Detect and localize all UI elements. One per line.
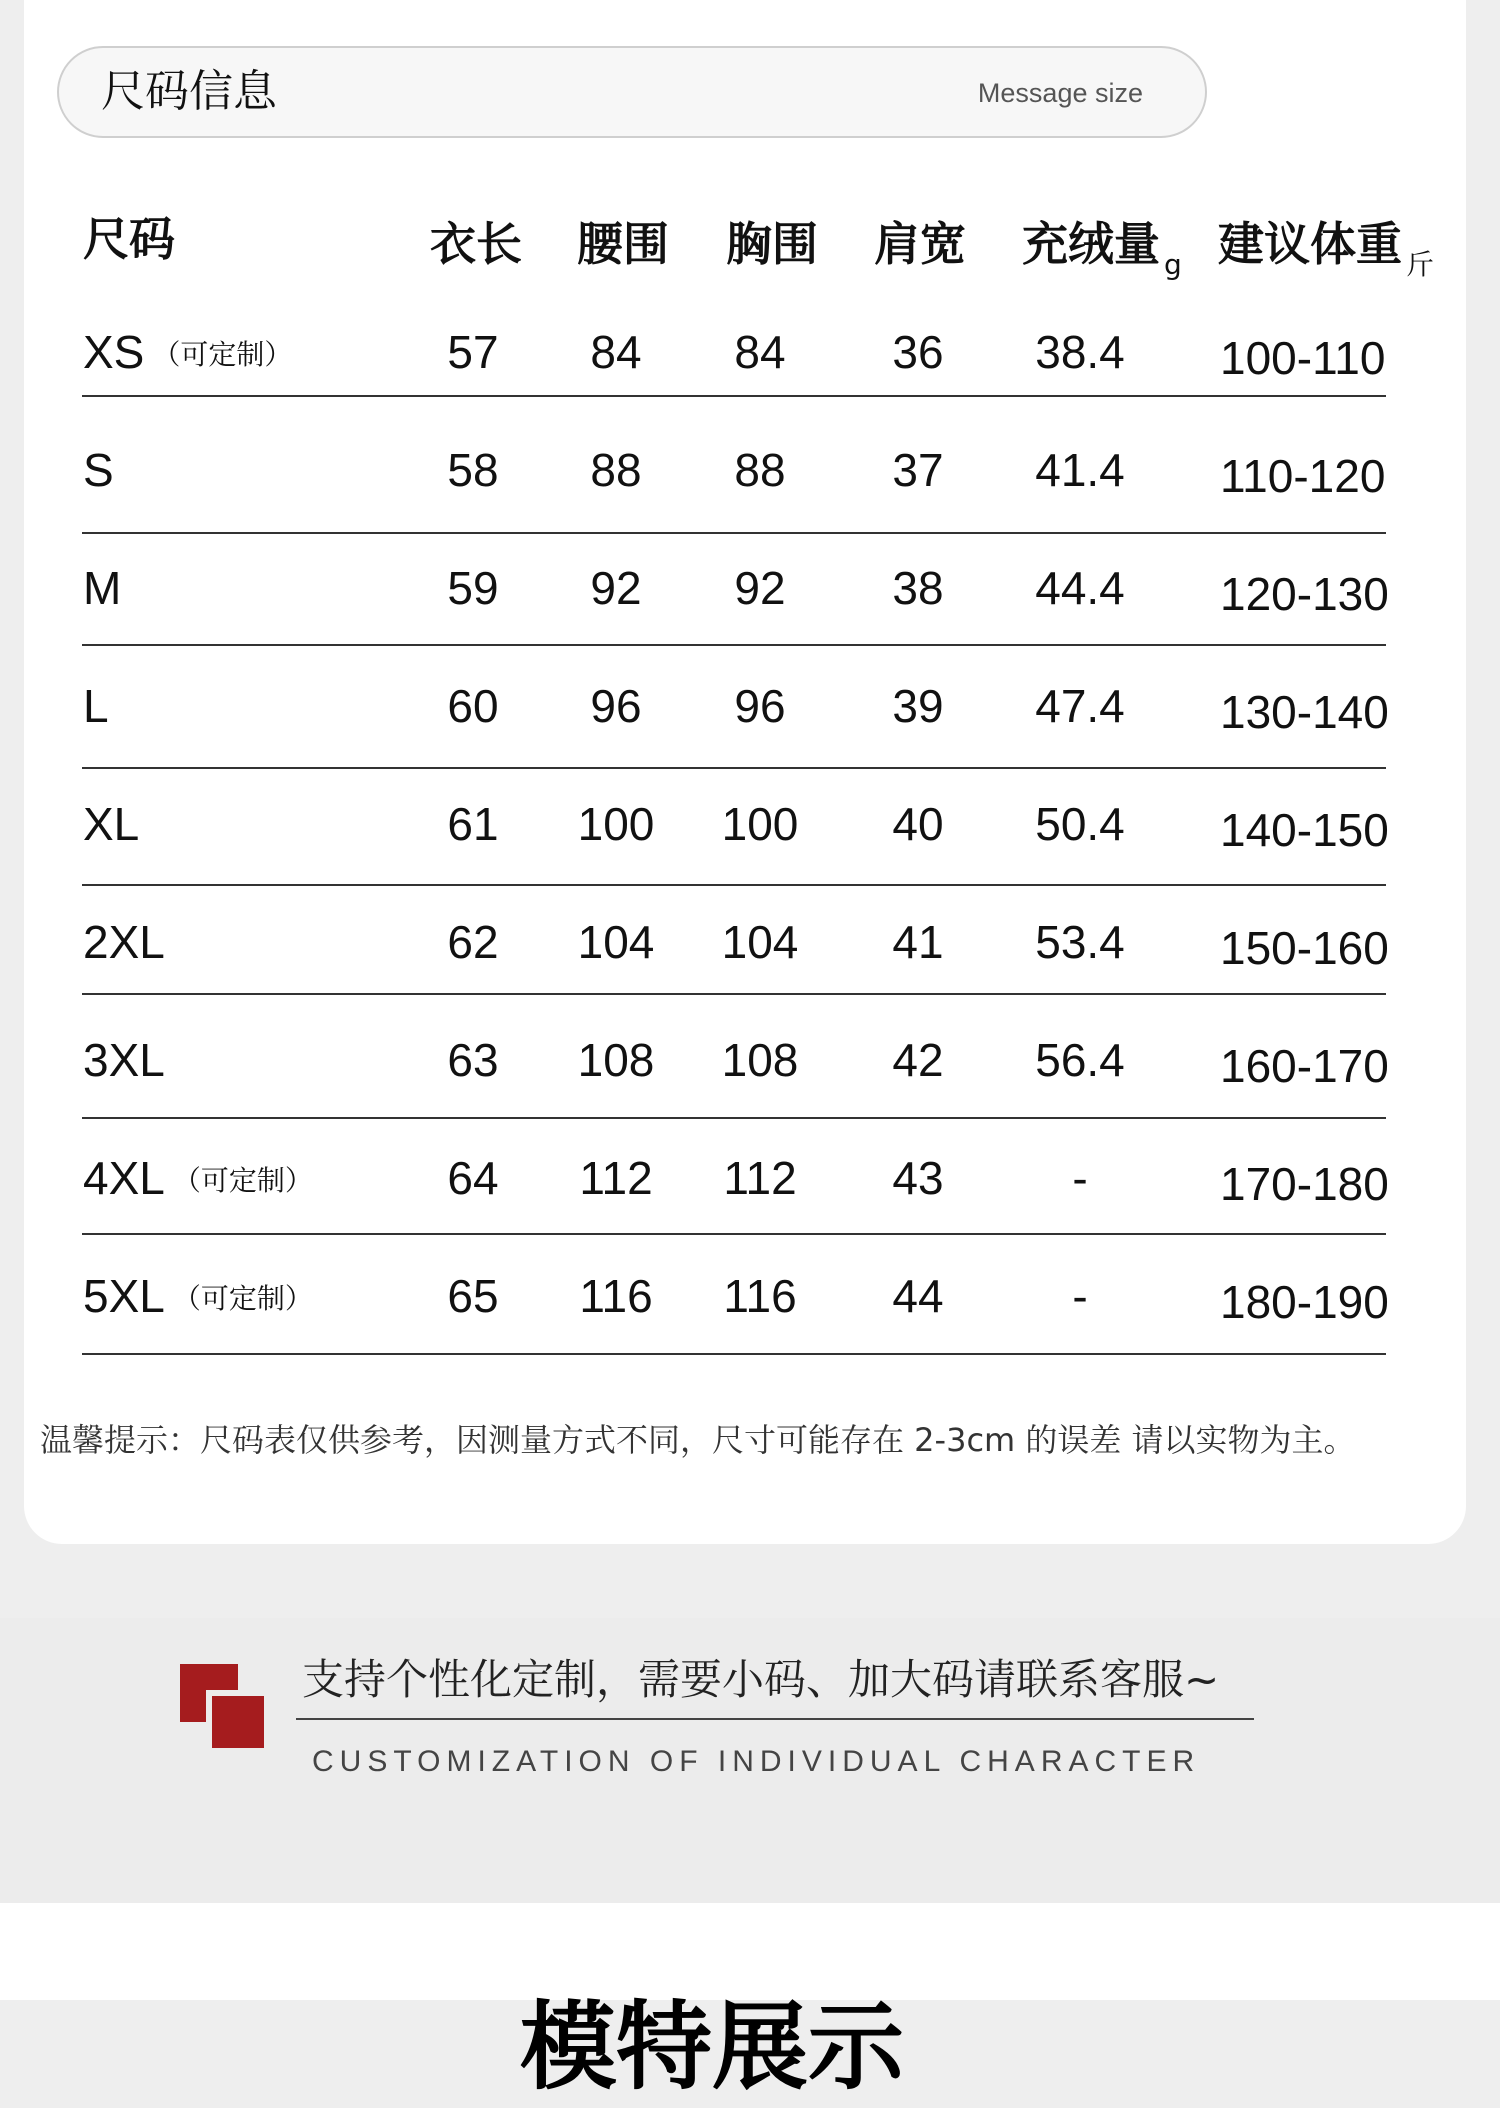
waist-cell: 104	[577, 916, 655, 968]
length-cell: 63	[447, 1034, 499, 1086]
length-cell: 57	[447, 326, 499, 378]
table-row	[0, 676, 1500, 736]
fill-cell: 50.4	[1035, 798, 1125, 850]
row-divider	[82, 1117, 1386, 1119]
table-row	[0, 558, 1500, 618]
row-divider	[82, 395, 1386, 397]
header-waist: 腰围	[577, 217, 669, 271]
fill-cell: 47.4	[1035, 680, 1125, 732]
fill-cell: 38.4	[1035, 326, 1125, 378]
header-weight-unit: 斤	[1406, 248, 1435, 281]
shoulder-cell: 37	[892, 444, 944, 496]
chest-cell: 104	[721, 916, 799, 968]
row-divider	[82, 993, 1386, 995]
chest-cell: 84	[734, 326, 786, 378]
row-divider	[82, 884, 1386, 886]
size-label	[83, 558, 121, 618]
length-cell: 58	[447, 444, 499, 496]
next-section-title: 模特展示	[520, 1991, 904, 2103]
fill-cell: 44.4	[1035, 562, 1125, 614]
header-fill	[1022, 215, 1182, 280]
table-row	[0, 440, 1500, 500]
shoulder-cell: 42	[892, 1034, 944, 1086]
row-divider	[82, 1353, 1386, 1355]
header-fill-label: 充绒量	[1022, 217, 1160, 271]
shoulder-cell: 44	[892, 1270, 944, 1322]
header-weight	[1218, 215, 1434, 280]
chest-cell: 100	[721, 798, 799, 850]
shoulder-cell: 39	[892, 680, 944, 732]
size-value: XS	[83, 326, 145, 378]
length-cell: 59	[447, 562, 499, 614]
size-value: S	[83, 444, 114, 496]
length-cell: 60	[447, 680, 499, 732]
waist-cell: 92	[590, 562, 642, 614]
size-label	[83, 912, 165, 972]
fill-cell: 53.4	[1035, 916, 1125, 968]
waist-cell: 112	[579, 1152, 653, 1204]
chest-cell: 112	[723, 1152, 797, 1204]
customizable-note: （可定制）	[172, 1164, 313, 1197]
chest-cell: 88	[734, 444, 786, 496]
fill-cell: 41.4	[1035, 444, 1125, 496]
header-size: 尺码	[83, 212, 175, 266]
size-label	[83, 322, 292, 389]
chest-cell: 108	[721, 1034, 799, 1086]
tip-text: 温馨提示：尺码表仅供参考，因测量方式不同，尺寸可能存在 2-3cm 的误差 请以实物为主。	[40, 1421, 1356, 1459]
customization-text: 支持个性化定制，需要小码、加大码请联系客服~	[302, 1655, 1220, 1704]
weight-cell: 170-180	[1220, 1158, 1389, 1210]
weight-cell: 100-110	[1220, 332, 1386, 384]
chest-cell: 96	[734, 680, 786, 732]
section-subtitle: Message size	[977, 78, 1143, 108]
table-row	[0, 322, 1500, 382]
customization-subtitle: CUSTOMIZATION OF INDIVIDUAL CHARACTER	[312, 1745, 1201, 1778]
waist-cell: 96	[590, 680, 642, 732]
squares-icon	[180, 1664, 266, 1750]
weight-cell: 110-120	[1220, 450, 1386, 502]
size-label	[83, 676, 109, 736]
size-value: 2XL	[83, 916, 165, 968]
weight-cell: 150-160	[1220, 922, 1389, 974]
size-label	[83, 440, 114, 500]
table-row	[0, 1266, 1500, 1326]
header-length: 衣长	[430, 217, 522, 271]
weight-cell: 130-140	[1220, 686, 1389, 738]
shoulder-cell: 38	[892, 562, 944, 614]
header-shoulder: 肩宽	[874, 217, 966, 271]
header-chest: 胸围	[726, 217, 818, 271]
row-divider	[82, 1233, 1386, 1235]
length-cell: 61	[447, 798, 499, 850]
row-divider	[82, 532, 1386, 534]
waist-cell: 84	[590, 326, 642, 378]
next-section-peek	[0, 1903, 1500, 2103]
table-row	[0, 1030, 1500, 1090]
section-title: 尺码信息	[101, 66, 277, 117]
waist-cell: 108	[577, 1034, 655, 1086]
customizable-note: （可定制）	[152, 338, 293, 371]
shoulder-cell: 43	[892, 1152, 944, 1204]
header-fill-unit: g	[1164, 248, 1182, 281]
chest-cell: 116	[723, 1270, 797, 1322]
size-label	[83, 794, 139, 854]
size-label	[83, 1266, 313, 1333]
weight-cell: 120-130	[1220, 568, 1389, 620]
weight-cell: 180-190	[1220, 1276, 1389, 1328]
shoulder-cell: 41	[892, 916, 944, 968]
size-label	[83, 1148, 313, 1215]
customizable-note: （可定制）	[172, 1282, 313, 1315]
row-divider	[82, 644, 1386, 646]
fill-cell: 56.4	[1035, 1034, 1125, 1086]
weight-cell: 160-170	[1220, 1040, 1389, 1092]
size-value: 4XL	[83, 1152, 165, 1204]
fill-cell: -	[1072, 1152, 1088, 1204]
size-value: M	[83, 562, 122, 614]
size-value: L	[83, 680, 109, 732]
length-cell: 62	[447, 916, 499, 968]
waist-cell: 116	[579, 1270, 653, 1322]
customization-divider	[296, 1718, 1254, 1720]
length-cell: 65	[447, 1270, 499, 1322]
chest-cell: 92	[734, 562, 786, 614]
size-value: 3XL	[83, 1034, 165, 1086]
size-value: 5XL	[83, 1270, 165, 1322]
waist-cell: 88	[590, 444, 642, 496]
waist-cell: 100	[577, 798, 655, 850]
table-row	[0, 1148, 1500, 1208]
shoulder-cell: 36	[892, 326, 944, 378]
table-row	[0, 794, 1500, 854]
size-label	[83, 1030, 165, 1090]
shoulder-cell: 40	[892, 798, 944, 850]
length-cell: 64	[447, 1152, 499, 1204]
fill-cell: -	[1072, 1270, 1088, 1322]
header-weight-label: 建议体重	[1218, 217, 1402, 271]
weight-cell: 140-150	[1220, 804, 1389, 856]
table-row	[0, 912, 1500, 972]
size-value: XL	[83, 798, 140, 850]
row-divider	[82, 767, 1386, 769]
